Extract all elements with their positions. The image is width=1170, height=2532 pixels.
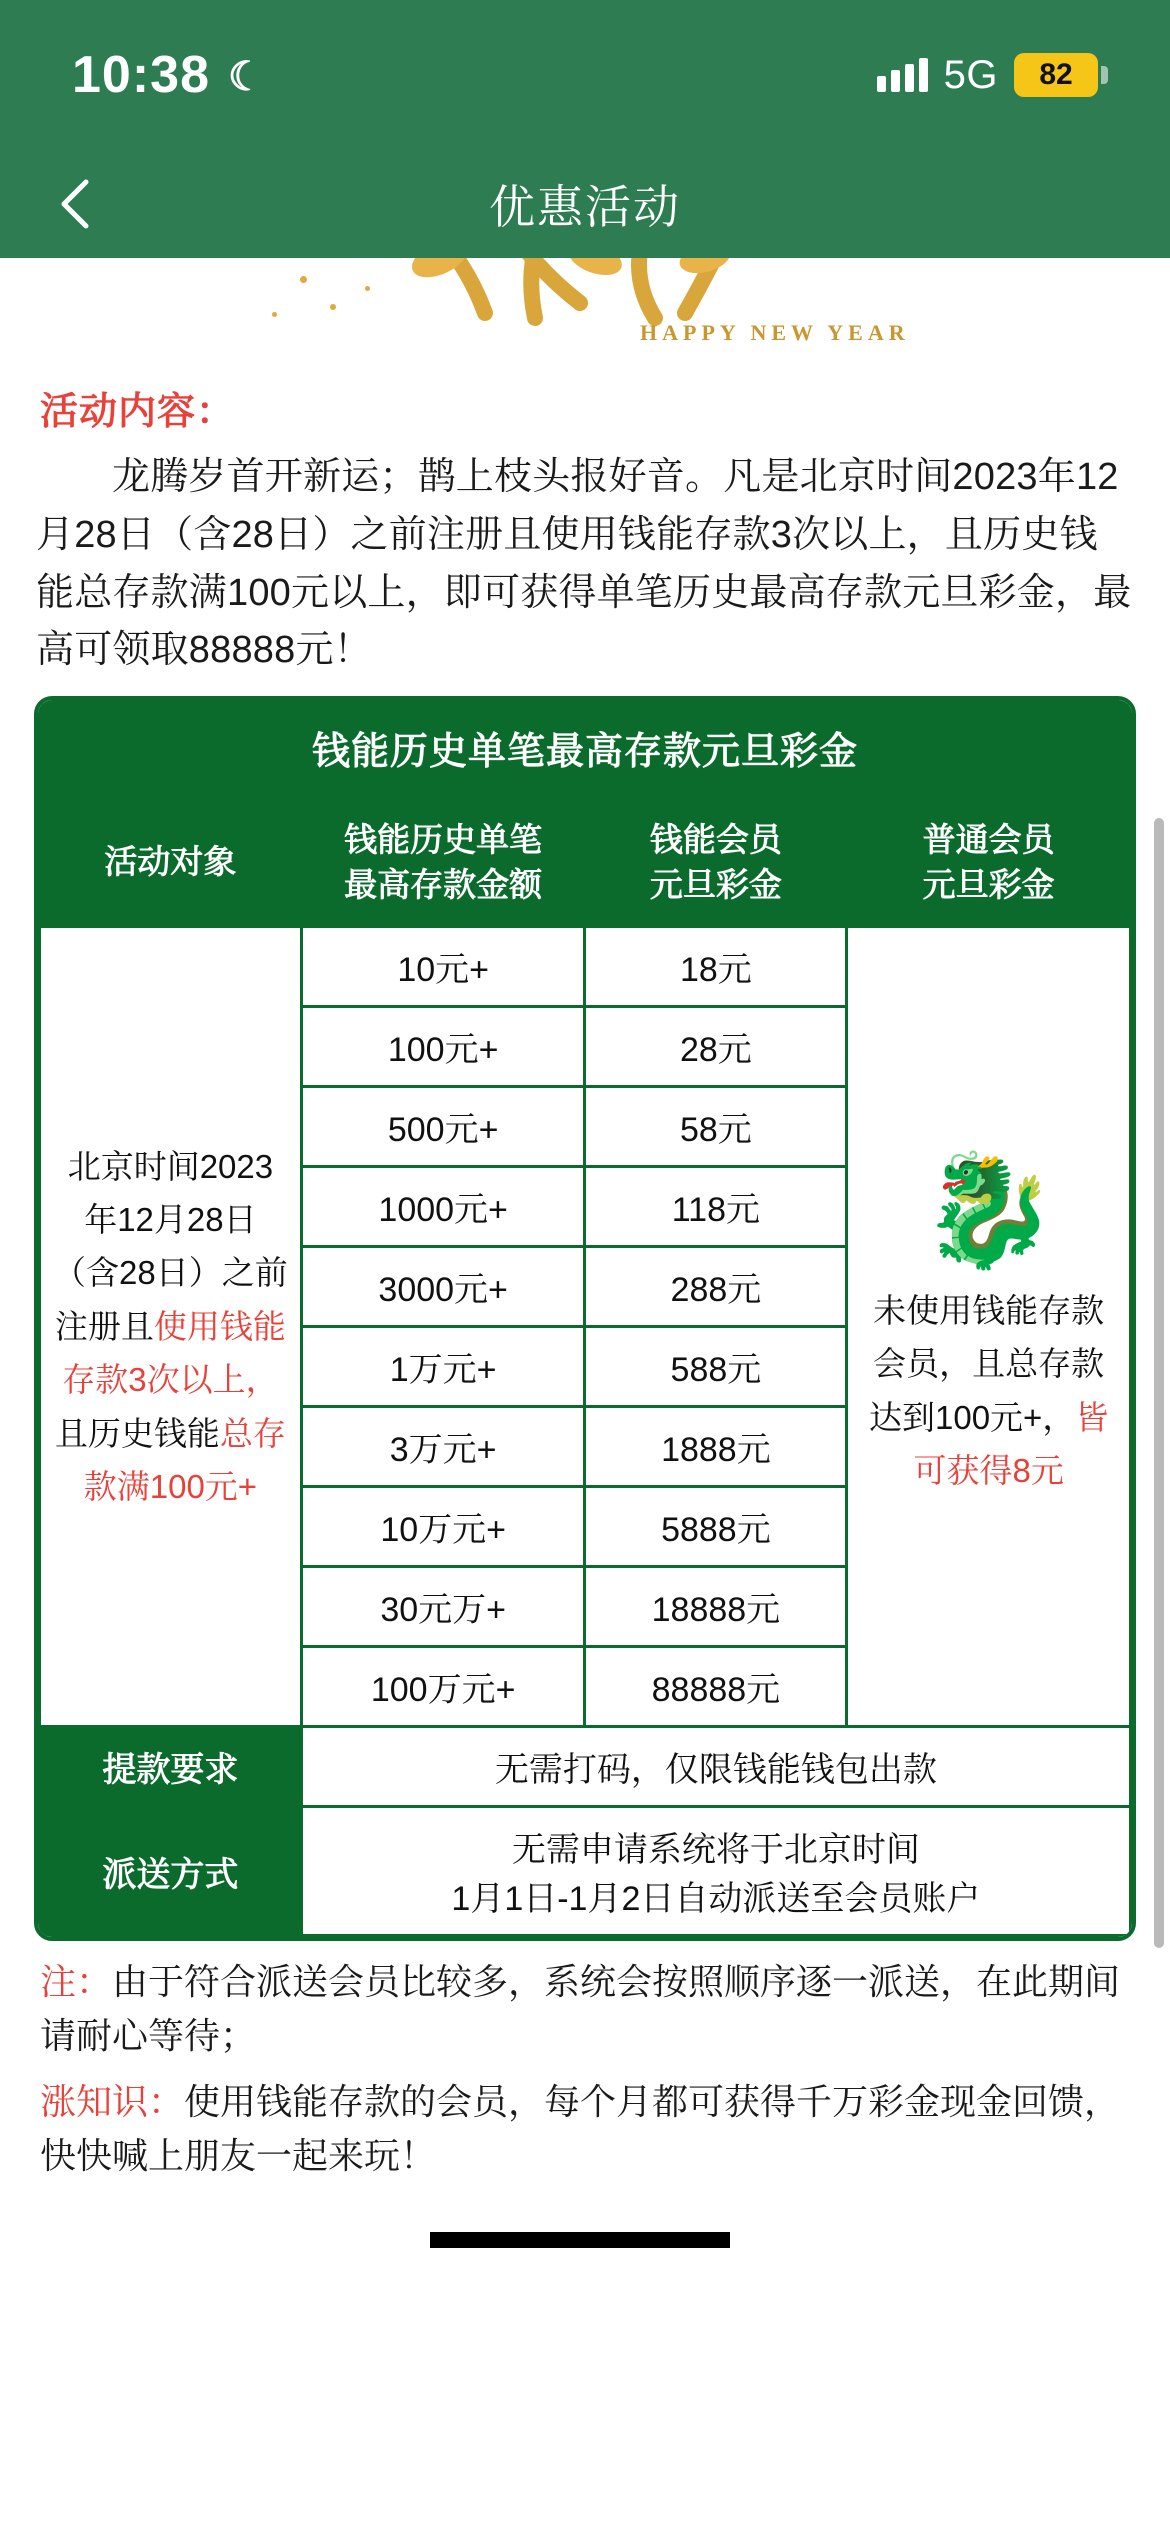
table-header-normal-line1: 普通会员	[922, 821, 1055, 858]
network-type-label: 5G	[943, 52, 998, 97]
table-header-row	[40, 799, 1131, 927]
status-clock	[72, 45, 265, 105]
sparkle-dot-icon	[272, 312, 277, 317]
table-cell-amount: 100元+	[301, 1007, 585, 1087]
table-cell-delivery-value	[301, 1807, 1130, 1936]
vertical-scrollbar[interactable]	[1154, 818, 1164, 1948]
table-cell-amount: 3000元+	[301, 1247, 585, 1327]
sparkle-dot-icon	[365, 286, 370, 291]
sparkle-dot-icon	[300, 276, 307, 283]
object-text-red-1: 使用钱能存款3次以上，	[62, 1307, 286, 1399]
object-text-black-2: 且历史钱能	[54, 1414, 220, 1452]
table-cell-delivery-label: 派送方式	[40, 1807, 302, 1936]
table-header-normal-line2: 元旦彩金	[922, 865, 1055, 903]
table-cell-amount: 10元+	[301, 927, 585, 1007]
sparkle-dot-icon	[330, 304, 336, 310]
promo-banner	[0, 258, 1170, 370]
footer-note-1	[40, 1955, 1130, 2063]
footer-note-1-text: 由于符合派送会员比较多，系统会按照顺序逐一派送，在此期间请耐心等待；	[40, 1961, 1121, 2057]
table-cell-amount: 10万元+	[301, 1487, 585, 1567]
page-content[interactable]	[0, 258, 1170, 2532]
table-cell-withdraw-label: 提款要求	[40, 1727, 302, 1807]
footer-note-2	[40, 2075, 1130, 2183]
table-cell-bonus: 588元	[585, 1327, 847, 1407]
promo-table	[38, 797, 1132, 1937]
table-header-cell-member-bonus	[585, 799, 847, 927]
table-cell-normal-member	[847, 927, 1131, 1727]
banner-subtitle: HAPPY NEW YEAR	[640, 320, 910, 345]
table-cell-activity-object	[40, 927, 302, 1727]
dragon-mascot-icon: 🐉	[920, 1148, 1058, 1272]
table-cell-bonus: 5888元	[585, 1487, 847, 1567]
table-row-delivery	[40, 1807, 1131, 1936]
table-cell-amount: 3万元+	[301, 1407, 585, 1487]
table-header-cell-normal-bonus	[847, 799, 1131, 927]
table-cell-bonus: 288元	[585, 1247, 847, 1327]
table-cell-bonus: 1888元	[585, 1407, 847, 1487]
table-header-member-line1: 钱能会员	[649, 821, 782, 858]
table-header-amount-line2: 最高存款金额	[344, 865, 543, 903]
status-bar	[0, 0, 1170, 150]
nav-bar	[0, 150, 1170, 258]
table-cell-bonus: 28元	[585, 1007, 847, 1087]
battery-level-label: 82	[1014, 53, 1098, 97]
redaction-bar	[430, 2232, 730, 2248]
chevron-left-icon	[54, 174, 98, 234]
section-paragraph: 龙腾岁首开新运；鹊上枝头报好音。凡是北京时间2023年12月28日（含28日）之前注册且使用钱能存款3次以上，且历史钱能总存款满100元以上，即可获得单笔历史最高存款元旦彩金，最高可领取88888元！	[36, 456, 1132, 672]
footer-note-2-lead: 涨知识：	[40, 2081, 185, 2123]
table-cell-amount: 100万元+	[301, 1647, 585, 1727]
promo-table-card	[34, 696, 1136, 1941]
table-cell-bonus: 58元	[585, 1087, 847, 1167]
crescent-moon-icon: ☾	[228, 55, 265, 99]
table-header-member-line2: 元旦彩金	[649, 865, 782, 903]
table-cell-bonus: 18元	[585, 927, 847, 1007]
normal-member-text-black: 未使用钱能存款会员，且总存款达到100元+，	[868, 1291, 1105, 1436]
back-button[interactable]	[46, 174, 106, 234]
table-cell-amount: 500元+	[301, 1087, 585, 1167]
status-time: 10:38	[72, 46, 210, 104]
table-cell-withdraw-value: 无需打码，仅限钱能钱包出款	[301, 1727, 1130, 1807]
table-cell-bonus: 88888元	[585, 1647, 847, 1727]
new-year-decoration-icon	[235, 258, 935, 368]
table-caption: 钱能历史单笔最高存款元旦彩金	[38, 700, 1132, 797]
object-text-red-2: 总存款满100元+	[83, 1414, 286, 1506]
table-cell-amount: 1000元+	[301, 1167, 585, 1247]
battery-icon	[1014, 53, 1108, 97]
status-indicators	[877, 53, 1108, 98]
table-header-cell-amount	[301, 799, 585, 927]
table-row	[40, 927, 1131, 1007]
section-title: 活动内容：	[40, 391, 236, 433]
table-header-amount-line1: 钱能历史单笔	[344, 821, 543, 858]
table-cell-bonus: 18888元	[585, 1567, 847, 1647]
table-cell-amount: 1万元+	[301, 1327, 585, 1407]
delivery-line-2: 1月1日-1月2日自动派送至会员账户	[451, 1880, 981, 1919]
footer-note-2-text: 使用钱能存款的会员，每个月都可获得千万彩金现金回馈，快快喊上朋友一起来玩！	[40, 2081, 1121, 2177]
footer-note-1-lead: 注：	[40, 1961, 113, 2003]
table-cell-bonus: 118元	[585, 1167, 847, 1247]
table-header-cell-object: 活动对象	[40, 799, 302, 927]
battery-cap	[1101, 66, 1108, 84]
signal-bars-icon	[877, 58, 928, 92]
table-row-withdraw	[40, 1727, 1131, 1807]
object-text-black-1: 北京时间2023年12月28日（含28日）之前注册且	[53, 1147, 288, 1345]
article-body	[0, 380, 1170, 2183]
normal-member-text-red: 皆可获得8元	[913, 1398, 1109, 1490]
table-cell-amount: 30元万+	[301, 1567, 585, 1647]
page-title: 优惠活动	[489, 181, 681, 233]
delivery-line-1: 无需申请系统将于北京时间	[511, 1831, 920, 1870]
